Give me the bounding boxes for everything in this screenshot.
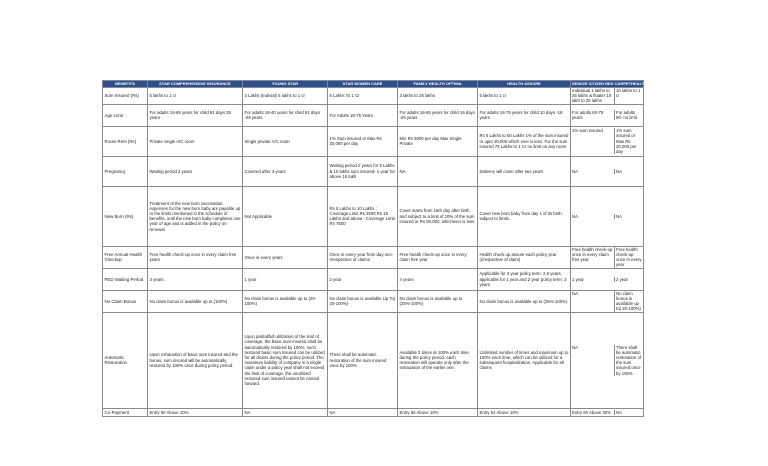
- header-benefits: BENEFITS: [103, 81, 148, 88]
- row-sum-insured: [103, 88, 763, 105]
- cell: No claim bonus is available up to (20-100%): [243, 290, 328, 312]
- cell: For adults 18-65 years for child 91 days 25 years: [148, 104, 243, 126]
- cell-pair: [571, 408, 644, 416]
- cell: For Adults 18-75 Years: [328, 104, 398, 126]
- cell: 5 lakhs to 1 cr: [478, 88, 571, 105]
- row-ped-waiting: [103, 268, 763, 290]
- cell: 3 Lakhs (Indivial) 5 lakhs to 1 cr: [243, 88, 328, 105]
- cell: No claim bonus is available Up To( 20-100%): [328, 290, 398, 312]
- cell: Single private A/C room: [243, 126, 328, 156]
- header-row: [103, 81, 763, 88]
- cell: 1% Sum insured or Max Rs 20,000 per day: [328, 126, 398, 156]
- cell: Cover new born baby from day 1 of its birth subject to limits.: [478, 186, 571, 246]
- cell: For adults 18-65 years for child 16 days -25 years: [398, 104, 478, 126]
- cell: Unlimited number of times and maximum up to 100% each time, which can be utilized for a subsequent hospitalization. Applicable for all claims: [478, 312, 571, 408]
- cell-pair: [571, 246, 644, 268]
- cell: 4 years: [398, 268, 478, 290]
- benefit-label: Automatic Restoration: [103, 312, 148, 408]
- cell: Health check up assure each policy year (irrespective of claim): [478, 246, 571, 268]
- cell: 5 lakhs to 1 cr: [148, 88, 243, 105]
- cell: 1% sum insured: [571, 128, 615, 154]
- cell: 1 year: [571, 277, 615, 282]
- cell: Delivery will cover after two years: [478, 156, 571, 186]
- cell: Once in every year from day one- Irrespective of claims: [328, 246, 398, 268]
- benefit-label: Pregnancy: [103, 156, 148, 186]
- cell: No claim bonus is available up to (25%-100%): [398, 290, 478, 312]
- cell: 2 year: [328, 268, 398, 290]
- row-age-limit: [103, 104, 763, 126]
- cell-pair: [571, 312, 644, 408]
- cell: Free health check-up once in every year: [616, 246, 642, 268]
- cell-pair: [571, 88, 644, 105]
- row-new-born: [103, 186, 763, 246]
- cell: Waiting period 2 years: [148, 156, 243, 186]
- benefit-label: Age Limit: [103, 104, 148, 126]
- cell: 5 Lakhs To 1 Cr: [328, 88, 398, 105]
- row-automatic-restoration: [103, 312, 763, 408]
- header-senior-citizen: SENIOR CITIZEN RED CARPET: [572, 80, 632, 86]
- cell: Individual 1 lakhs to 25 lakhs & floater 10 lakh to 25 lakhs: [571, 88, 615, 104]
- header-star-women-care: STAR WOMEN CARE: [328, 81, 398, 88]
- cell: NA: [571, 169, 615, 174]
- row-no-claim-bonus: [103, 290, 763, 312]
- cell: 2 year: [616, 276, 628, 282]
- cell: Waiting period 2 years for 5 Lakhs & 10 lakhs sum insured- 1 year for above 15 lakh: [328, 156, 398, 186]
- cell: Not Applicable: [243, 186, 328, 246]
- header-young-star: YOUNG STAR: [243, 81, 328, 88]
- cell: NA: [328, 408, 398, 416]
- cell: NA: [571, 214, 615, 219]
- comparison-table-container: [102, 80, 762, 462]
- cell-pair: [571, 126, 644, 156]
- cell: Min Rs 5000 per day Max Single Private: [398, 126, 478, 156]
- cell: NA: [398, 156, 478, 186]
- header-combined: [571, 80, 667, 88]
- benefit-label: PED Waiting Period: [103, 268, 148, 290]
- cell-pair: [571, 268, 644, 290]
- header-family-health-optima: FAMILY HEALTH OPTIMA: [398, 81, 478, 88]
- cell-pair: [571, 186, 644, 246]
- cell: For adults 18-40 years for child 91 days -25 years: [243, 104, 328, 126]
- cell: Once in every years: [243, 246, 328, 268]
- cell: For adults 60-75 years: [571, 110, 615, 120]
- cell: Available 3 times at 100% each time, during the policy period, each restoration will operate only after the exhaustion of the earlier one.: [398, 312, 478, 408]
- cell: Entry 65 Above 10%: [398, 408, 478, 416]
- cell: NA: [616, 409, 622, 415]
- cell: NA: [243, 408, 328, 416]
- cell: 1 year: [243, 268, 328, 290]
- cell: NA: [616, 168, 622, 174]
- cell: There shall be automatic restoration of the sum insured once by 100%: [616, 344, 642, 376]
- cell: Upon partial/full utilization of the limit of coverage, the basic sum insured shall be automatically restored by 100%. such restored basic sum insured can be utilized for all claims during the policy period. The maximum liability of company in a single claim under a policy year shall not exceed the limit of coverage. the unutilized restored sum insured cannot be carried forward.: [243, 312, 328, 408]
- cell: Rs 5 Lakhs to 10 Lakhs : Coverage Limit Rs 2500 Rs 15 Lakhs and above : Coverage Limit Rs 7500: [328, 186, 398, 246]
- cell: Covered after 3 years: [243, 156, 328, 186]
- header-health-assure: HEALTH ASSURE: [478, 81, 571, 88]
- insurance-comparison-table: [102, 80, 763, 417]
- cell: Entry 60 Above 10%: [148, 408, 243, 416]
- row-room-rent: [103, 126, 763, 156]
- cell: For adults 50- no limit: [616, 109, 638, 121]
- cell: Private single A/C room: [148, 126, 243, 156]
- cell: Rs 5 Lakhs to 50 Lakhs 1% of the sum insured or upto 20,000 which ever is less. For the sum insured 75 Lakhs to 1 Cr no limit on any room: [478, 126, 571, 156]
- cell-pair: [571, 104, 644, 126]
- benefit-label: Co-Payment: [103, 408, 148, 416]
- header-star-comprehensive: STAR COMPREHENSIVE INSURANCE: [148, 81, 243, 88]
- benefit-label: No Claim Bonus: [103, 290, 148, 312]
- cell: Cover starts from 16th day after birth and subject to a limit of 10% of the sum insured or Rs 50,000, whichever is less: [398, 186, 478, 246]
- cell: NA: [571, 345, 615, 376]
- benefit-label: New Born (Rs): [103, 186, 148, 246]
- cell: No claim bonus is available up to (100%): [148, 290, 243, 312]
- cell: Treatment of the new born vaccination expenses for the new born baby are payable up to the limits mentioned in the schedule of benefits, until the new born baby completes one year of age and is added in the policy on renewal: [148, 186, 243, 246]
- cell: NA: [571, 291, 615, 312]
- cell: Entry 60 Above 30%: [571, 410, 615, 415]
- cell: 3 lakhs to 25 lakhs: [398, 88, 478, 105]
- benefit-label: Sum Insured (Rs): [103, 88, 148, 105]
- cell: 10 lakhs to 1 cr: [616, 88, 641, 99]
- benefit-label: Room Rent (Rs): [103, 126, 148, 156]
- benefit-label: Free Annual Health Checkup: [103, 246, 148, 268]
- cell: Entry 61 Above 10%: [478, 408, 571, 416]
- header-health-premier: HEALTH PREMIER: [631, 80, 667, 86]
- cell: NA: [616, 213, 622, 219]
- cell: There shall be automatic restoration of the sum insured once by 100%: [328, 312, 398, 408]
- cell: No claim bonus is available up to( 20-100%): [616, 290, 641, 312]
- cell: Free health check-up once in every claim free years: [148, 246, 243, 268]
- row-co-payment: [103, 408, 763, 416]
- cell: Free health check-up once in every claim free year: [398, 246, 478, 268]
- cell: 1% sum insured or Max Rs 20,000 per day: [616, 128, 637, 155]
- cell: No claim bonus is available up to (25%-100%): [478, 290, 571, 312]
- cell: Upon exhaustion of basic sum insured and the bonus, sum insured will be automatically restored by 100% once during policy period.: [148, 312, 243, 408]
- cell-pair: [571, 290, 644, 312]
- cell: Applicable for 3 year policy term: 2.5 years, applicable for 1 year and 2 year policy term: 3 years: [478, 268, 571, 290]
- cell: Free health check-up once in every claim free year: [571, 247, 615, 268]
- cell: For adults 18-75 years for child 10 days -18 years: [478, 104, 571, 126]
- cell-pair: [571, 156, 644, 186]
- row-health-checkup: [103, 246, 763, 268]
- cell: 3 years: [148, 268, 243, 290]
- row-pregnancy: [103, 156, 763, 186]
